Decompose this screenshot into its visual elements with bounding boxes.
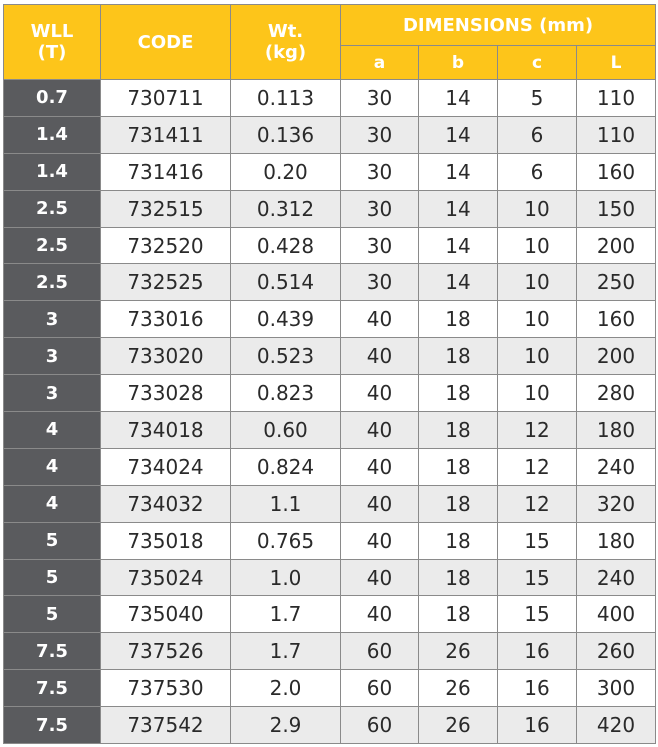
table-row xyxy=(4,448,656,485)
cell-weight: 0.113 xyxy=(231,80,341,117)
cell-code: 730711 xyxy=(101,80,231,117)
cell-dim-L: 250 xyxy=(577,264,656,301)
cell-dim-a: 30 xyxy=(341,227,419,264)
header-dim-L: L xyxy=(577,46,656,80)
cell-dim-b: 26 xyxy=(419,670,498,707)
cell-code: 731416 xyxy=(101,153,231,190)
table-row xyxy=(4,707,656,744)
cell-dim-b: 18 xyxy=(419,301,498,338)
cell-dim-a: 60 xyxy=(341,633,419,670)
cell-weight: 0.439 xyxy=(231,301,341,338)
table-row xyxy=(4,227,656,264)
header-code-label: CODE xyxy=(137,31,194,53)
table-row xyxy=(4,559,656,596)
cell-dim-c: 15 xyxy=(498,522,577,559)
header-dim-c: c xyxy=(498,46,577,80)
cell-dim-a: 60 xyxy=(341,707,419,744)
cell-dim-b: 18 xyxy=(419,522,498,559)
table-row xyxy=(4,153,656,190)
cell-wll: 5 xyxy=(4,559,101,596)
header-wll-label: WLL xyxy=(30,21,74,42)
cell-code: 734024 xyxy=(101,448,231,485)
table-row xyxy=(4,301,656,338)
cell-dim-L: 180 xyxy=(577,522,656,559)
cell-dim-b: 14 xyxy=(419,116,498,153)
cell-dim-a: 40 xyxy=(341,596,419,633)
cell-wll: 3 xyxy=(4,375,101,412)
cell-dim-c: 12 xyxy=(498,412,577,449)
cell-code: 733020 xyxy=(101,338,231,375)
cell-dim-L: 110 xyxy=(577,80,656,117)
cell-dim-c: 15 xyxy=(498,559,577,596)
table-row xyxy=(4,116,656,153)
cell-dim-L: 240 xyxy=(577,448,656,485)
header-wll xyxy=(4,5,101,80)
header-dim-a: a xyxy=(341,46,419,80)
cell-wll: 2.5 xyxy=(4,264,101,301)
cell-weight: 2.9 xyxy=(231,707,341,744)
cell-dim-c: 10 xyxy=(498,375,577,412)
header-dim-b: b xyxy=(419,46,498,80)
cell-dim-b: 18 xyxy=(419,338,498,375)
cell-dim-L: 240 xyxy=(577,559,656,596)
cell-dim-a: 60 xyxy=(341,670,419,707)
cell-weight: 1.7 xyxy=(231,633,341,670)
cell-dim-c: 10 xyxy=(498,338,577,375)
cell-wll: 4 xyxy=(4,412,101,449)
table-header xyxy=(4,5,656,80)
cell-dim-b: 14 xyxy=(419,80,498,117)
cell-wll: 7.5 xyxy=(4,670,101,707)
cell-code: 737542 xyxy=(101,707,231,744)
cell-dim-b: 18 xyxy=(419,375,498,412)
cell-dim-a: 40 xyxy=(341,301,419,338)
cell-dim-L: 150 xyxy=(577,190,656,227)
cell-dim-a: 30 xyxy=(341,116,419,153)
cell-dim-L: 200 xyxy=(577,338,656,375)
header-weight-label: Wt. xyxy=(267,21,304,42)
cell-dim-c: 6 xyxy=(498,153,577,190)
cell-dim-a: 40 xyxy=(341,559,419,596)
cell-dim-c: 16 xyxy=(498,670,577,707)
cell-wll: 4 xyxy=(4,448,101,485)
table-row xyxy=(4,412,656,449)
table-row xyxy=(4,338,656,375)
cell-code: 732515 xyxy=(101,190,231,227)
cell-wll: 0.7 xyxy=(4,80,101,117)
cell-dim-a: 40 xyxy=(341,338,419,375)
cell-wll: 3 xyxy=(4,301,101,338)
cell-dim-L: 320 xyxy=(577,485,656,522)
cell-wll: 2.5 xyxy=(4,190,101,227)
table-row xyxy=(4,80,656,117)
cell-weight: 1.0 xyxy=(231,559,341,596)
cell-code: 735018 xyxy=(101,522,231,559)
cell-dim-L: 300 xyxy=(577,670,656,707)
cell-weight: 0.523 xyxy=(231,338,341,375)
cell-dim-L: 280 xyxy=(577,375,656,412)
cell-dim-c: 15 xyxy=(498,596,577,633)
cell-dim-c: 6 xyxy=(498,116,577,153)
cell-weight: 0.428 xyxy=(231,227,341,264)
cell-dim-c: 12 xyxy=(498,485,577,522)
cell-dim-c: 5 xyxy=(498,80,577,117)
cell-weight: 2.0 xyxy=(231,670,341,707)
cell-weight: 1.1 xyxy=(231,485,341,522)
cell-dim-b: 14 xyxy=(419,153,498,190)
cell-dim-L: 200 xyxy=(577,227,656,264)
cell-code: 734018 xyxy=(101,412,231,449)
cell-wll: 5 xyxy=(4,596,101,633)
cell-wll: 4 xyxy=(4,485,101,522)
cell-dim-a: 40 xyxy=(341,412,419,449)
table-row xyxy=(4,485,656,522)
cell-code: 733028 xyxy=(101,375,231,412)
cell-dim-a: 40 xyxy=(341,485,419,522)
cell-dim-c: 10 xyxy=(498,190,577,227)
cell-dim-b: 18 xyxy=(419,559,498,596)
cell-dim-b: 18 xyxy=(419,485,498,522)
cell-code: 734032 xyxy=(101,485,231,522)
cell-wll: 5 xyxy=(4,522,101,559)
cell-dim-a: 40 xyxy=(341,522,419,559)
cell-code: 737526 xyxy=(101,633,231,670)
header-weight xyxy=(231,5,341,80)
cell-code: 737530 xyxy=(101,670,231,707)
cell-code: 735024 xyxy=(101,559,231,596)
cell-weight: 0.20 xyxy=(231,153,341,190)
specification-table xyxy=(3,4,656,744)
cell-dim-b: 14 xyxy=(419,264,498,301)
cell-code: 731411 xyxy=(101,116,231,153)
cell-weight: 0.60 xyxy=(231,412,341,449)
cell-dim-a: 40 xyxy=(341,375,419,412)
cell-code: 732525 xyxy=(101,264,231,301)
cell-dim-a: 30 xyxy=(341,153,419,190)
cell-wll: 3 xyxy=(4,338,101,375)
cell-dim-c: 10 xyxy=(498,227,577,264)
header-dimensions xyxy=(341,5,656,46)
cell-dim-c: 10 xyxy=(498,264,577,301)
cell-wll: 2.5 xyxy=(4,227,101,264)
cell-dim-c: 10 xyxy=(498,301,577,338)
cell-dim-L: 400 xyxy=(577,596,656,633)
cell-dim-b: 14 xyxy=(419,190,498,227)
cell-weight: 0.136 xyxy=(231,116,341,153)
cell-wll: 1.4 xyxy=(4,153,101,190)
cell-dim-a: 40 xyxy=(341,448,419,485)
cell-weight: 0.514 xyxy=(231,264,341,301)
cell-dim-b: 18 xyxy=(419,596,498,633)
header-weight-unit: (kg) xyxy=(264,42,307,63)
cell-dim-L: 110 xyxy=(577,116,656,153)
cell-dim-L: 260 xyxy=(577,633,656,670)
cell-wll: 7.5 xyxy=(4,633,101,670)
header-code xyxy=(101,5,231,80)
cell-weight: 0.765 xyxy=(231,522,341,559)
cell-weight: 0.823 xyxy=(231,375,341,412)
cell-weight: 0.824 xyxy=(231,448,341,485)
cell-dim-b: 26 xyxy=(419,707,498,744)
table-body xyxy=(4,80,656,744)
cell-dim-L: 180 xyxy=(577,412,656,449)
table-row xyxy=(4,264,656,301)
table-row xyxy=(4,375,656,412)
table-row xyxy=(4,522,656,559)
cell-dim-a: 30 xyxy=(341,190,419,227)
cell-dim-L: 160 xyxy=(577,153,656,190)
cell-dim-L: 160 xyxy=(577,301,656,338)
table-row xyxy=(4,190,656,227)
cell-weight: 0.312 xyxy=(231,190,341,227)
cell-code: 733016 xyxy=(101,301,231,338)
cell-dim-b: 26 xyxy=(419,633,498,670)
table-row xyxy=(4,633,656,670)
cell-dim-c: 16 xyxy=(498,633,577,670)
cell-dim-a: 30 xyxy=(341,80,419,117)
header-wll-unit: (T) xyxy=(37,42,67,63)
cell-dim-c: 12 xyxy=(498,448,577,485)
cell-dim-c: 16 xyxy=(498,707,577,744)
cell-dim-b: 18 xyxy=(419,412,498,449)
cell-wll: 1.4 xyxy=(4,116,101,153)
cell-wll: 7.5 xyxy=(4,707,101,744)
cell-dim-b: 14 xyxy=(419,227,498,264)
cell-dim-b: 18 xyxy=(419,448,498,485)
table-row xyxy=(4,670,656,707)
cell-dim-a: 30 xyxy=(341,264,419,301)
cell-dim-L: 420 xyxy=(577,707,656,744)
cell-weight: 1.7 xyxy=(231,596,341,633)
cell-code: 732520 xyxy=(101,227,231,264)
table-row xyxy=(4,596,656,633)
cell-code: 735040 xyxy=(101,596,231,633)
header-dimensions-label: DIMENSIONS (mm) xyxy=(402,14,594,36)
